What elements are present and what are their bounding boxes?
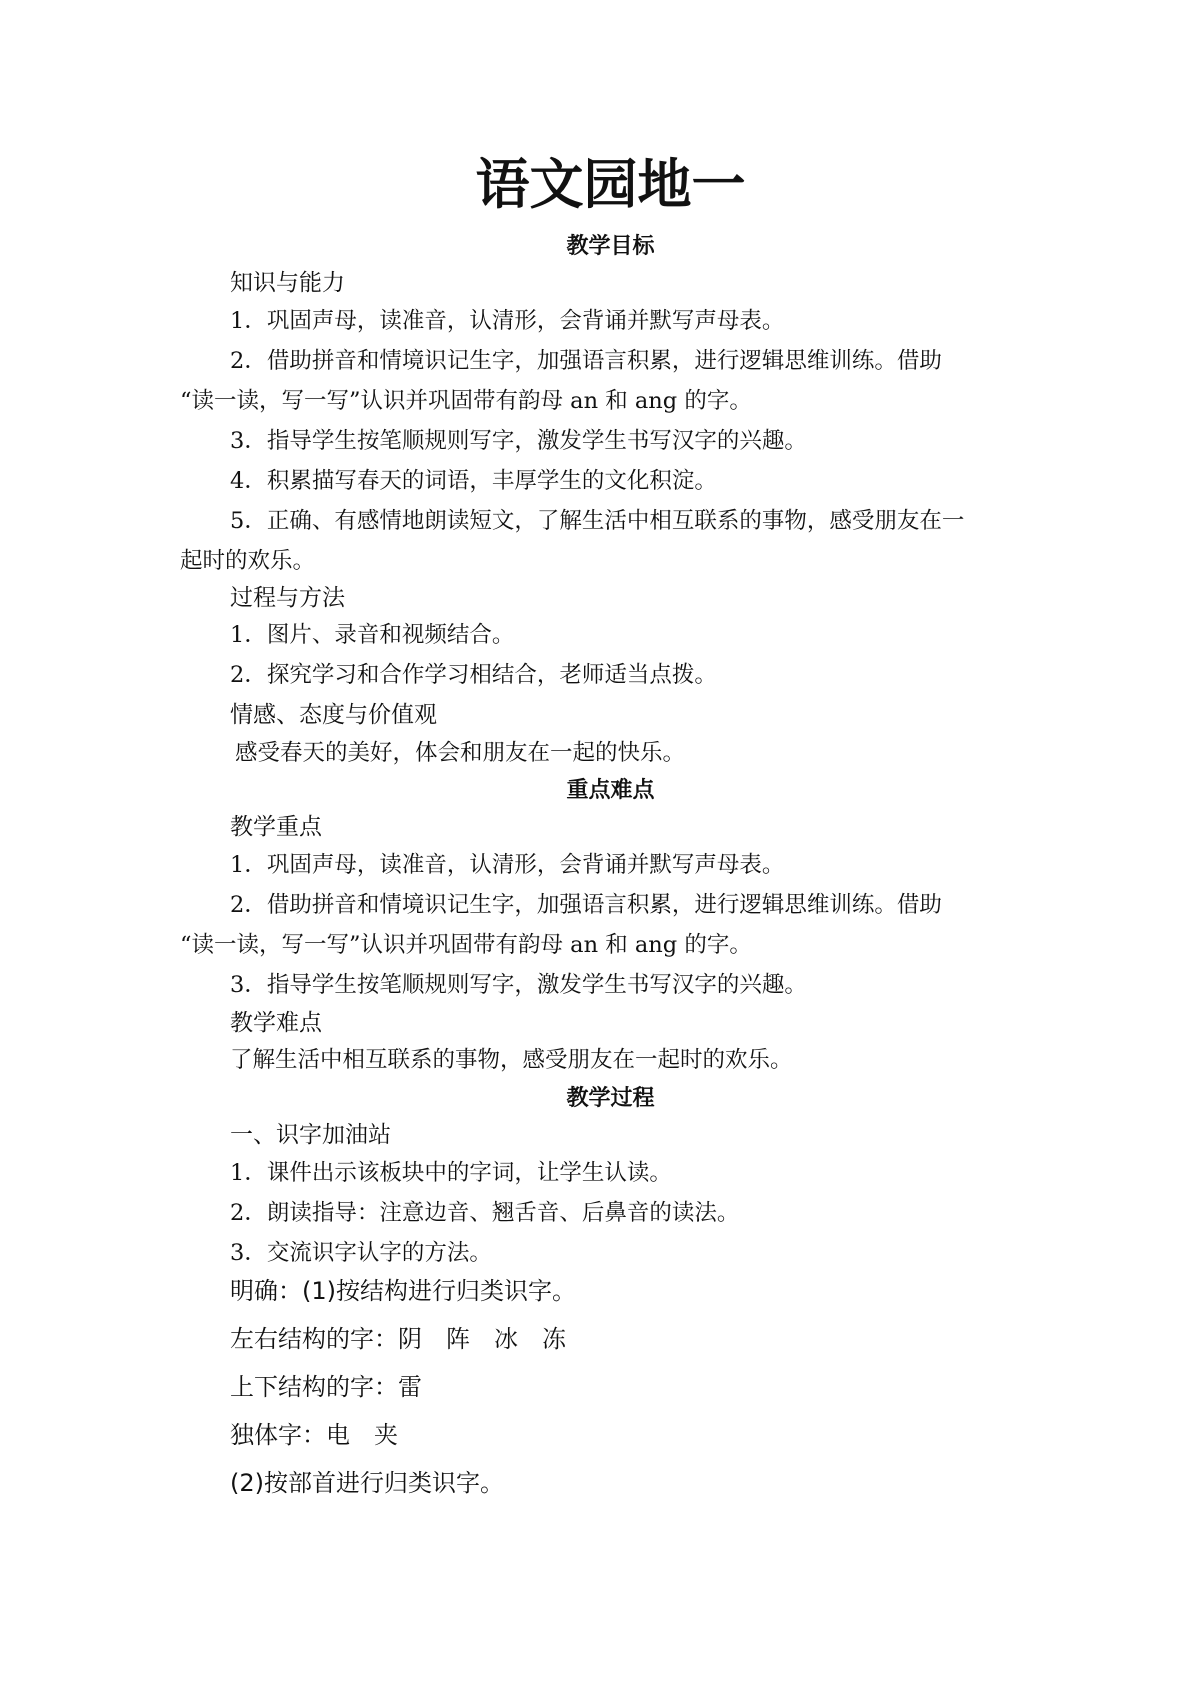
difficulty-item: 了解生活中相互联系的事物，感受朋友在一起时的欢乐。 (230, 1047, 793, 1073)
section-heading-key-points: 重点难点 (566, 778, 655, 803)
focus-item-2-line-1: 2．借助拼音和情境识记生字，加强语言积累，进行逻辑思维训练。借助 (230, 892, 942, 918)
goal-item-4: 4．积累描写春天的词语，丰厚学生的文化积淀。 (230, 468, 717, 494)
single-character-line: 独体字：电 夹 (230, 1421, 398, 1449)
goal-item-3: 3．指导学生按笔顺规则写字，激发学生书写汉字的兴趣。 (230, 428, 807, 454)
subheading-attitude: 情感、态度与价值观 (230, 702, 437, 728)
focus-item-2-line-2: “读一读，写一写”认识并巩固带有韵母 an 和 ang 的字。 (180, 932, 752, 958)
focus-item-3: 3．指导学生按笔顺规则写字，激发学生书写汉字的兴趣。 (230, 972, 807, 998)
left-right-structure-line: 左右结构的字：阴 阵 冰 冻 (230, 1325, 566, 1353)
goal-item-5-line-1: 5．正确、有感情地朗读短文，了解生活中相互联系的事物，感受朋友在一 (230, 508, 965, 534)
goal-item-2-line-1: 2．借助拼音和情境识记生字，加强语言积累，进行逻辑思维训练。借助 (230, 348, 942, 374)
process-item-3: 3．交流识字认字的方法。 (230, 1240, 492, 1266)
radical-line: (2)按部首进行归类识字。 (230, 1469, 504, 1497)
subheading-difficulty: 教学难点 (230, 1010, 322, 1036)
subheading-focus: 教学重点 (230, 814, 322, 840)
top-bottom-structure-line: 上下结构的字：雷 (230, 1373, 422, 1401)
process-item-1: 1．课件出示该板块中的字词，让学生认读。 (230, 1160, 672, 1186)
subheading-method: 过程与方法 (230, 585, 345, 611)
attitude-item: 感受春天的美好，体会和朋友在一起的快乐。 (235, 740, 686, 766)
subheading-part-1: 一、识字加油站 (230, 1122, 391, 1148)
section-heading-goals: 教学目标 (566, 234, 655, 259)
method-item-2: 2．探究学习和合作学习相结合，老师适当点拨。 (230, 662, 717, 688)
clarify-line: 明确：(1)按结构进行归类识字。 (230, 1277, 576, 1305)
focus-item-1: 1．巩固声母，读准音，认清形，会背诵并默写声母表。 (230, 852, 785, 878)
goal-item-1: 1．巩固声母，读准音，认清形，会背诵并默写声母表。 (230, 308, 785, 334)
subheading-knowledge: 知识与能力 (230, 270, 345, 296)
method-item-1: 1．图片、录音和视频结合。 (230, 622, 515, 648)
goal-item-2-line-2: “读一读，写一写”认识并巩固带有韵母 an 和 ang 的字。 (180, 388, 752, 414)
section-heading-process: 教学过程 (566, 1086, 655, 1111)
page-title: 语文园地一 (475, 153, 746, 216)
goal-item-5-line-2: 起时的欢乐。 (180, 548, 316, 574)
process-item-2: 2．朗读指导：注意边音、翘舌音、后鼻音的读法。 (230, 1200, 740, 1226)
